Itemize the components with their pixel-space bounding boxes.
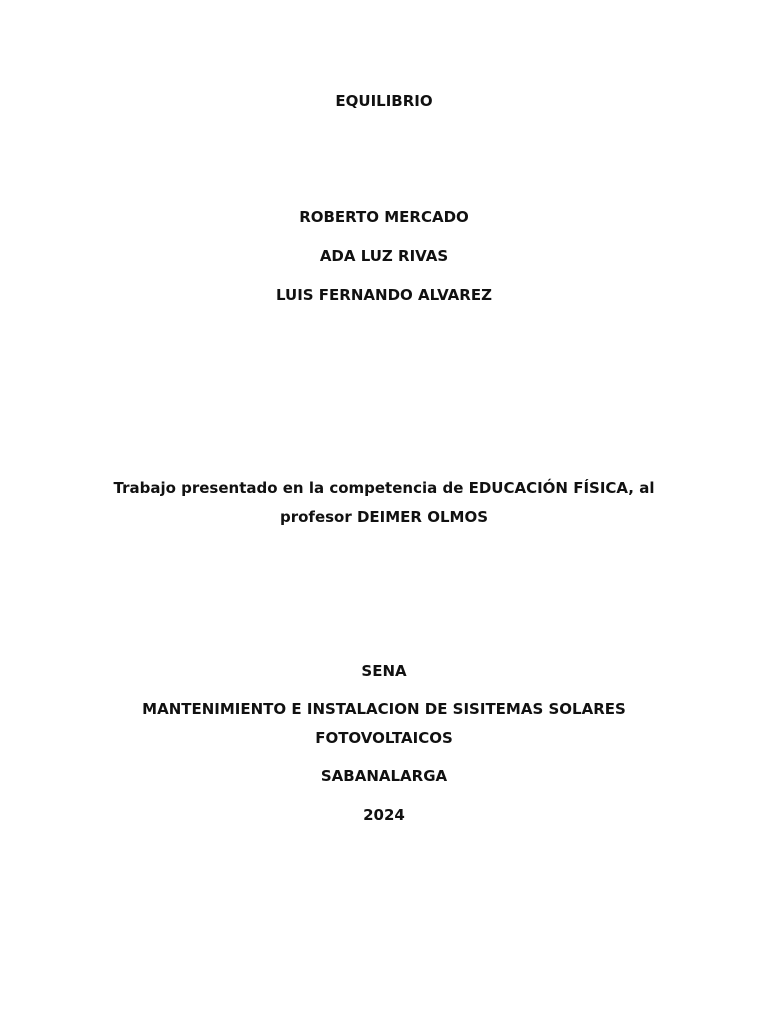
program-name-line-1: MANTENIMIENTO E INSTALACION DE SISITEMAS SOLARES (142, 700, 626, 718)
author-name: ADA LUZ RIVAS (319, 247, 449, 265)
year: 2024 (363, 806, 405, 824)
city: SABANALARGA (320, 767, 448, 785)
author-name: ROBERTO MERCADO (299, 208, 469, 226)
document-title: EQUILIBRIO (335, 92, 433, 110)
presentation-line-1: Trabajo presentado en la competencia de EDUCACIÓN FÍSICA, al (113, 479, 655, 497)
presentation-line-2: profesor DEIMER OLMOS (279, 508, 488, 526)
author-name: LUIS FERNANDO ALVAREZ (276, 286, 492, 304)
program-name-line-2: FOTOVOLTAICOS (315, 729, 453, 747)
institution-name: SENA (361, 662, 407, 680)
